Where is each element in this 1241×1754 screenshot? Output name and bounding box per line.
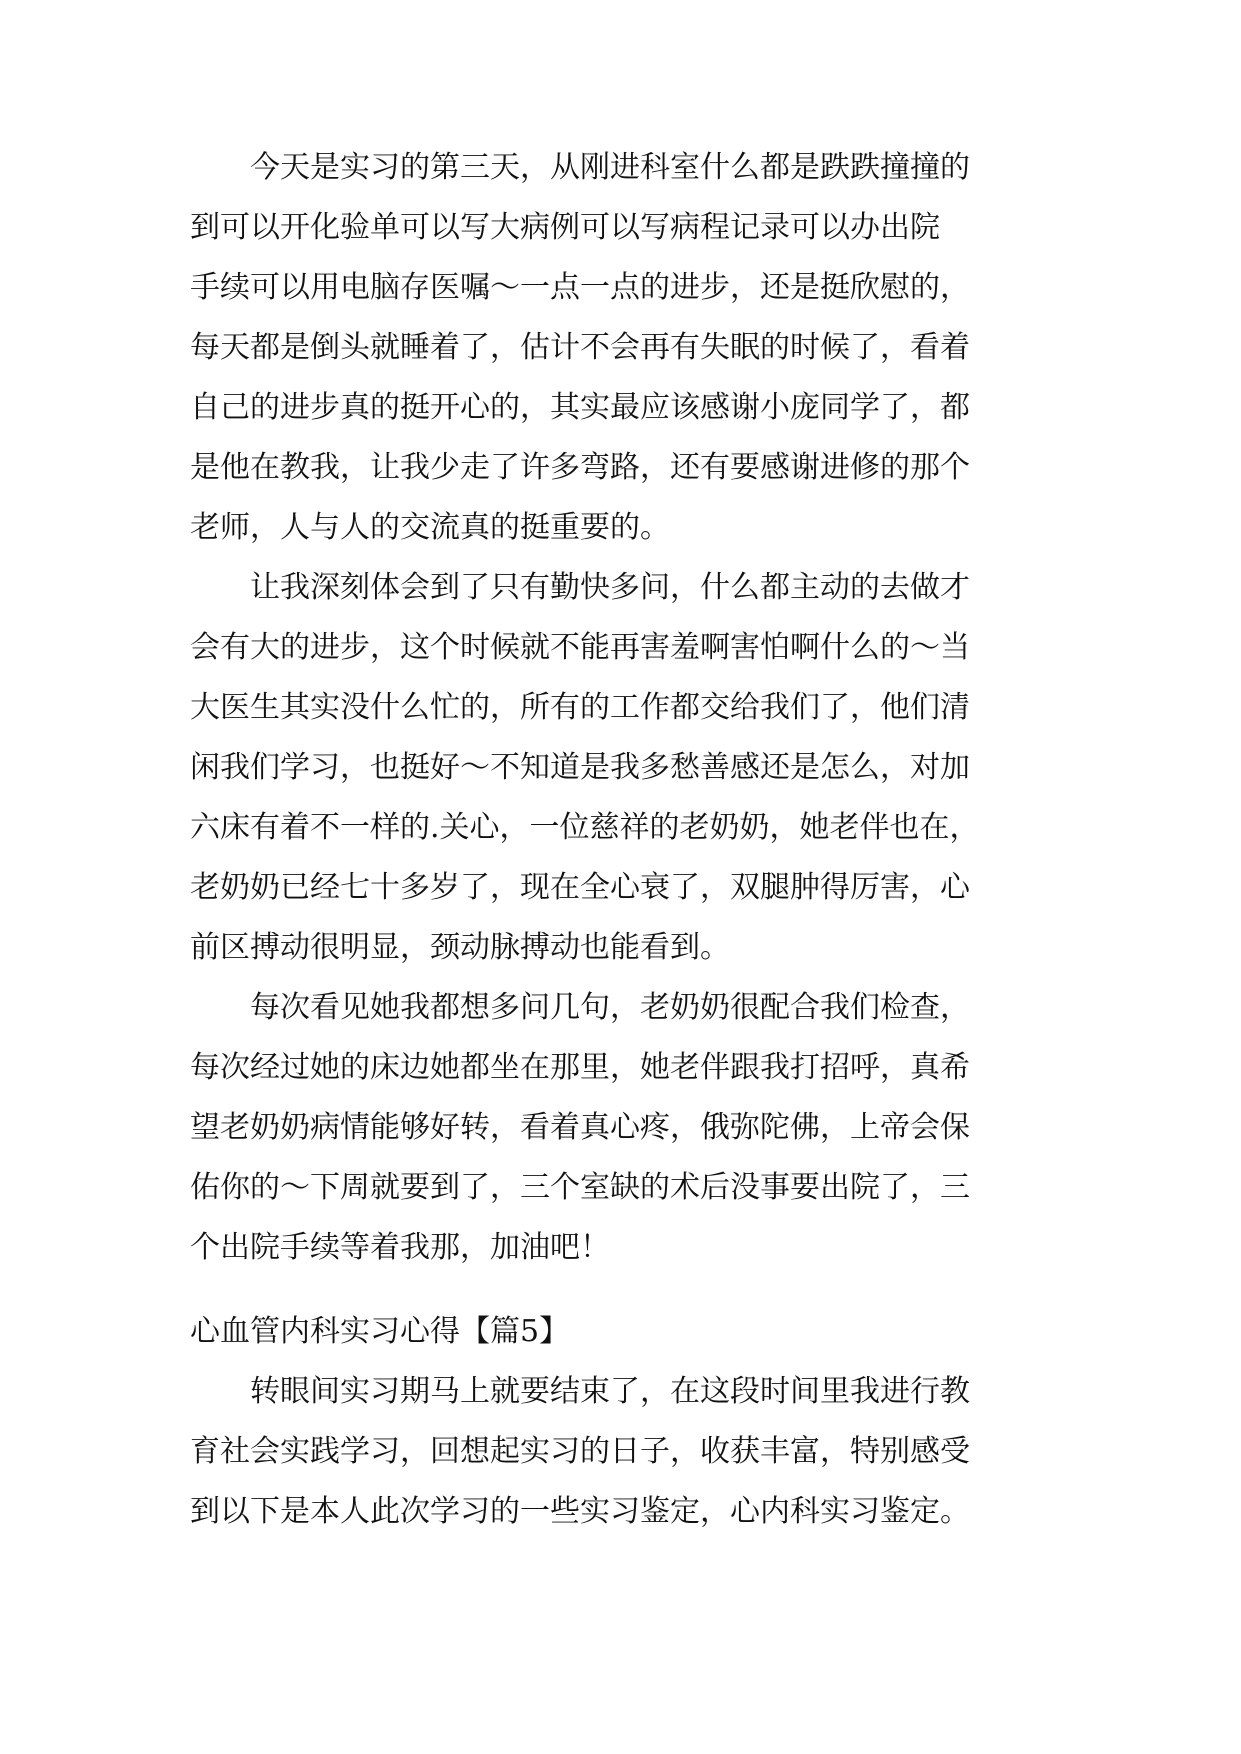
paragraph-2-line-6: 老奶奶已经七十多岁了，现在全心衰了，双腿肿得厉害，心 [190, 870, 970, 905]
paragraph-1-line-4: 每天都是倒头就睡着了，估计不会再有失眠的时候了，看着 [190, 330, 970, 365]
paragraph-3-line-1: 每次看见她我都想多问几句，老奶奶很配合我们检查， [250, 990, 970, 1025]
paragraph-1-line-3: 手续可以用电脑存医嘱～一点一点的进步，还是挺欣慰的， [190, 270, 970, 305]
paragraph-1-line-7: 老师，人与人的交流真的挺重要的。 [190, 510, 670, 545]
paragraph-1-line-5: 自己的进步真的挺开心的，其实最应该感谢小庞同学了，都 [190, 390, 970, 425]
paragraph-2-line-7: 前区搏动很明显，颈动脉搏动也能看到。 [190, 930, 730, 965]
paragraph-1-line-1: 今天是实习的第三天，从刚进科室什么都是跌跌撞撞的 [250, 150, 970, 185]
section-heading: 心血管内科实习心得【篇5】 [190, 1314, 570, 1349]
paragraph-3-line-4: 佑你的～下周就要到了，三个室缺的术后没事要出院了，三 [190, 1170, 970, 1205]
paragraph-2-line-4: 闲我们学习，也挺好～不知道是我多愁善感还是怎么，对加 [190, 750, 970, 785]
paragraph-3-line-3: 望老奶奶病情能够好转，看着真心疼，俄弥陀佛，上帝会保 [190, 1110, 970, 1145]
paragraph-1-line-6: 是他在教我，让我少走了许多弯路，还有要感谢进修的那个 [190, 450, 970, 485]
paragraph-4-line-2: 育社会实践学习，回想起实习的日子，收获丰富，特别感受 [190, 1434, 970, 1469]
paragraph-4-line-3: 到以下是本人此次学习的一些实习鉴定，心内科实习鉴定。 [190, 1494, 970, 1529]
paragraph-4-line-1: 转眼间实习期马上就要结束了，在这段时间里我进行教 [250, 1374, 970, 1409]
paragraph-2-line-5: 六床有着不一样的.关心，一位慈祥的老奶奶，她老伴也在， [190, 810, 980, 845]
paragraph-1-line-2: 到可以开化验单可以写大病例可以写病程记录可以办出院 [190, 210, 940, 245]
paragraph-2-line-3: 大医生其实没什么忙的，所有的工作都交给我们了，他们清 [190, 690, 970, 725]
paragraph-2-line-1: 让我深刻体会到了只有勤快多问，什么都主动的去做才 [250, 570, 970, 605]
paragraph-3-line-5: 个出院手续等着我那，加油吧！ [190, 1230, 610, 1265]
paragraph-3-line-2: 每次经过她的床边她都坐在那里，她老伴跟我打招呼，真希 [190, 1050, 970, 1085]
paragraph-2-line-2: 会有大的进步，这个时候就不能再害羞啊害怕啊什么的～当 [190, 630, 970, 665]
